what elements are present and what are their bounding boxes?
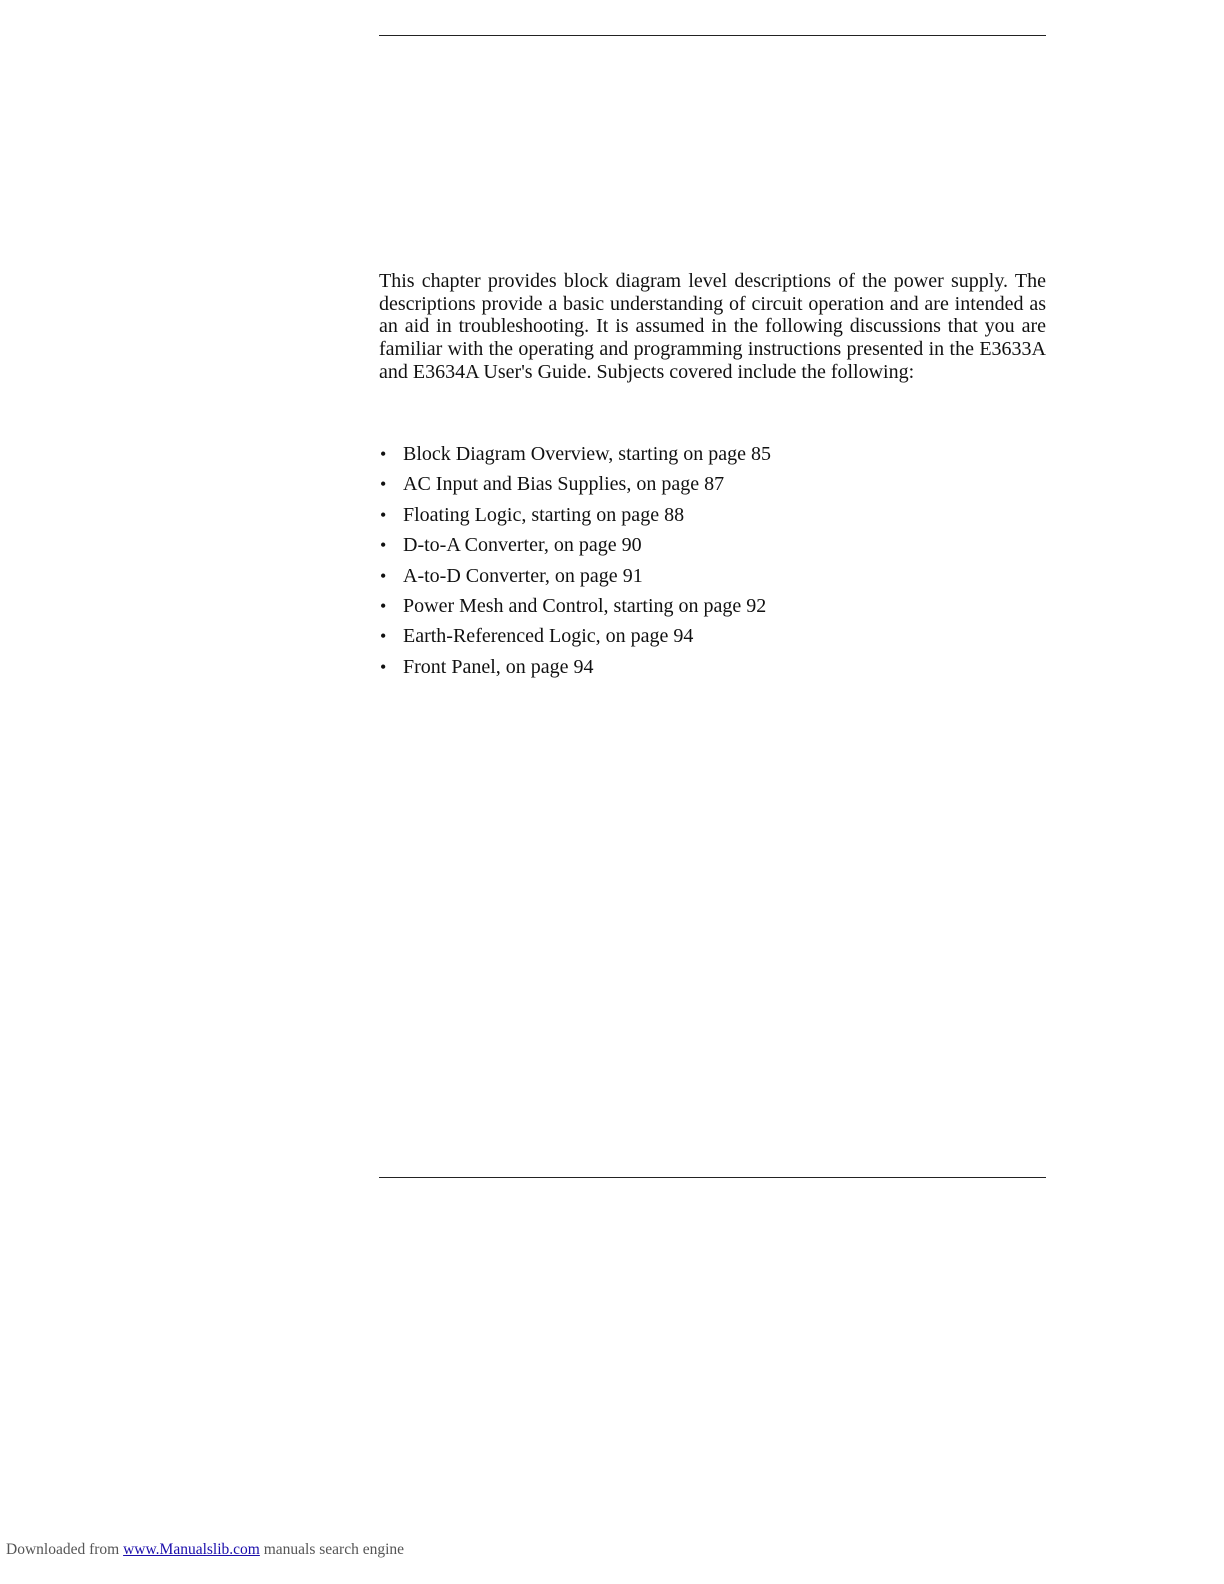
list-item-text: Earth-Referenced Logic, on page 94 bbox=[403, 625, 694, 648]
bottom-rule bbox=[379, 1177, 1046, 1178]
list-item bbox=[379, 653, 1046, 683]
list-item-text: AC Input and Bias Supplies, on page 87 bbox=[403, 473, 725, 496]
manualslib-link[interactable]: www.Manualslib.com bbox=[123, 1541, 260, 1558]
list-item bbox=[379, 562, 1046, 592]
download-footer bbox=[6, 1541, 404, 1559]
list-item bbox=[379, 470, 1046, 500]
list-item-text: D-to-A Converter, on page 90 bbox=[403, 534, 642, 557]
bullet-icon: • bbox=[380, 565, 387, 586]
list-item-text: A-to-D Converter, on page 91 bbox=[403, 564, 643, 587]
list-item-text: Power Mesh and Control, starting on page 92 bbox=[403, 594, 767, 617]
bullet-icon: • bbox=[380, 535, 387, 556]
bullet-icon: • bbox=[380, 474, 387, 495]
bullet-icon: • bbox=[380, 656, 387, 677]
bullet-icon: • bbox=[380, 626, 387, 647]
bullet-icon: • bbox=[380, 595, 387, 616]
topic-list bbox=[379, 440, 1046, 683]
intro-paragraph: This chapter provides block diagram level descriptions of the power supply. The descriptions provide a basic understanding of circuit operation and are intended as an aid in troubleshooting. It is assumed in the following discussions that you are familiar with the operating and programming instructions presented in the E3633A and E3634A User's Guide. Subjects covered include the following: bbox=[379, 270, 1046, 383]
list-item bbox=[379, 531, 1046, 561]
list-item bbox=[379, 622, 1046, 652]
bullet-icon: • bbox=[380, 444, 387, 464]
list-item-text: Block Diagram Overview, starting on page 85 bbox=[403, 443, 772, 465]
list-item bbox=[379, 440, 1046, 470]
list-item bbox=[379, 592, 1046, 622]
footer-prefix: Downloaded from bbox=[6, 1541, 120, 1558]
list-item-text: Floating Logic, starting on page 88 bbox=[403, 503, 685, 526]
top-rule bbox=[379, 35, 1046, 36]
list-item bbox=[379, 501, 1046, 531]
bullet-icon: • bbox=[380, 504, 387, 525]
list-item-text: Front Panel, on page 94 bbox=[403, 655, 594, 678]
footer-suffix: manuals search engine bbox=[263, 1541, 405, 1558]
